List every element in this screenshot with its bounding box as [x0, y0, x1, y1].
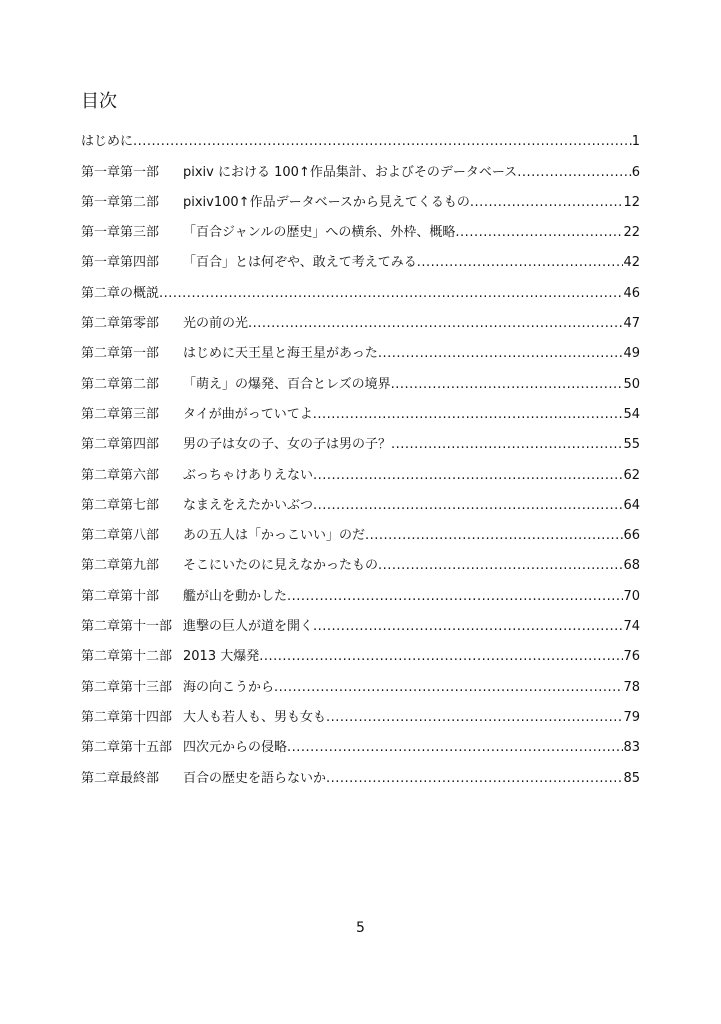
toc-heading: 目次: [81, 91, 117, 112]
entry-dot-leader: [133, 128, 632, 156]
entry-chapter: 第二章第六部: [81, 467, 160, 483]
toc-entry[interactable]: [81, 732, 640, 762]
entry-dot-leader: [470, 189, 624, 217]
entry-title: 百合の歴史を語らないか: [183, 770, 327, 786]
entry-label: [81, 340, 378, 368]
entry-title: 「百合」とは何ぞや、敢えて考えてみる: [183, 255, 417, 271]
entry-chapter: 第二章第零部: [81, 316, 160, 332]
entry-dot-leader: [391, 431, 623, 459]
entry-title: あの五人は「かっこいい」のだ: [183, 528, 366, 544]
entry-title: はじめに: [81, 134, 134, 150]
entry-chapter: 第一章第二部: [81, 194, 160, 210]
entry-page-number: 79: [623, 709, 640, 725]
entry-title: pixiv100↑作品データベースから見えてくるもの: [183, 194, 470, 210]
entry-title: 2013 大爆発: [183, 649, 260, 665]
entry-label: [81, 492, 313, 520]
entry-dot-leader: [313, 401, 624, 429]
entry-title: ぶっちゃけありえない: [183, 467, 314, 483]
entry-title: タイが曲がっていてよ: [183, 406, 313, 422]
entry-chapter: 第二章第二部: [81, 376, 160, 392]
toc-entry[interactable]: [81, 126, 640, 156]
entry-title: 第二章の概説: [81, 285, 160, 301]
toc-entry[interactable]: [81, 580, 640, 610]
entry-chapter: 第二章第十部: [81, 588, 160, 604]
entry-dot-leader: [274, 674, 623, 702]
entry-chapter: 第二章第九部: [81, 558, 160, 574]
entry-title: 大人も若人も、男も女も: [183, 709, 327, 725]
entry-label: [81, 522, 365, 550]
entry-label: [81, 219, 455, 247]
entry-title: はじめに天王星と海王星があった: [183, 346, 378, 362]
toc-list: [81, 126, 640, 793]
entry-chapter: 第二章第十二部: [81, 649, 173, 665]
entry-page-number: 85: [623, 770, 640, 786]
entry-title: 海の向こうから: [183, 679, 275, 695]
entry-dot-leader: [455, 219, 623, 247]
entry-label: [81, 734, 287, 762]
toc-entry[interactable]: [81, 247, 640, 277]
entry-page-number: 1: [631, 134, 640, 150]
toc-entry[interactable]: [81, 308, 640, 338]
entry-title: 進撃の巨人が道を開く: [183, 619, 314, 635]
entry-label: [81, 704, 326, 732]
entry-label: [81, 280, 159, 308]
entry-label: [81, 431, 391, 459]
entry-title: 四次元からの侵略: [183, 740, 288, 756]
toc-entry[interactable]: [81, 187, 640, 217]
entry-label: [81, 643, 259, 671]
entry-page-number: 74: [623, 619, 640, 635]
entry-page-number: 66: [623, 528, 640, 544]
entry-dot-leader: [159, 280, 623, 308]
entry-label: [81, 462, 313, 490]
entry-chapter: 第二章第十五部: [81, 740, 173, 756]
entry-label: [81, 765, 326, 793]
entry-chapter: 第二章第一部: [81, 346, 160, 362]
entry-chapter: 第一章第一部: [81, 164, 160, 180]
entry-title: 「萌え」の爆発、百合とレズの境界: [183, 376, 391, 392]
entry-page-number: 50: [623, 376, 640, 392]
entry-chapter: 第一章第四部: [81, 255, 160, 271]
entry-label: [81, 552, 378, 580]
entry-dot-leader: [417, 249, 624, 277]
toc-entry[interactable]: [81, 611, 640, 641]
entry-title: そこにいたのに見えなかったもの: [183, 558, 379, 574]
entry-chapter: 第二章第十一部: [81, 619, 173, 635]
entry-label: [81, 128, 133, 156]
toc-entry[interactable]: [81, 368, 640, 398]
entry-title: 「百合ジャンルの歴史」への横糸、外枠、概略: [183, 225, 456, 241]
entry-dot-leader: [313, 462, 623, 490]
entry-label: [81, 401, 313, 429]
entry-page-number: 47: [623, 316, 640, 332]
toc-entry[interactable]: [81, 156, 640, 186]
toc-entry[interactable]: [81, 399, 640, 429]
toc-entry[interactable]: [81, 338, 640, 368]
toc-entry[interactable]: [81, 641, 640, 671]
entry-page-number: 70: [623, 588, 640, 604]
entry-dot-leader: [313, 492, 623, 520]
entry-dot-leader: [313, 613, 623, 641]
entry-page-number: 6: [631, 164, 640, 180]
page-number: 5: [356, 920, 365, 936]
toc-entry[interactable]: [81, 702, 640, 732]
entry-page-number: 55: [623, 437, 640, 453]
entry-page-number: 62: [623, 467, 640, 483]
toc-entry[interactable]: [81, 429, 640, 459]
entry-page-number: 78: [623, 679, 640, 695]
entry-chapter: 第二章第八部: [81, 528, 160, 544]
toc-entry[interactable]: [81, 217, 640, 247]
entry-chapter: 第二章最終部: [81, 770, 160, 786]
entry-page-number: 49: [623, 346, 640, 362]
entry-page-number: 76: [623, 649, 640, 665]
entry-dot-leader: [365, 522, 623, 550]
entry-label: [81, 159, 517, 187]
entry-label: [81, 674, 274, 702]
entry-dot-leader: [259, 643, 623, 671]
toc-entry[interactable]: [81, 762, 640, 792]
entry-dot-leader: [326, 765, 623, 793]
toc-entry[interactable]: [81, 520, 640, 550]
entry-chapter: 第二章第十四部: [81, 709, 173, 725]
entry-dot-leader: [517, 159, 632, 187]
entry-dot-leader: [287, 583, 623, 611]
entry-chapter: 第二章第四部: [81, 437, 160, 453]
entry-dot-leader: [391, 371, 624, 399]
entry-title: 男の子は女の子、女の子は男の子？: [183, 437, 392, 453]
entry-page-number: 22: [623, 225, 640, 241]
entry-label: [81, 249, 417, 277]
entry-page-number: 68: [623, 558, 640, 574]
entry-page-number: 46: [623, 285, 640, 301]
entry-label: [81, 583, 287, 611]
entry-title: なまえをえたかいぶつ: [183, 497, 314, 513]
entry-label: [81, 613, 313, 641]
entry-chapter: 第二章第七部: [81, 497, 160, 513]
entry-label: [81, 310, 248, 338]
entry-page-number: 42: [623, 255, 640, 271]
toc-entry[interactable]: [81, 277, 640, 307]
entry-page-number: 64: [623, 497, 640, 513]
entry-title: pixiv における 100↑作品集計、およびそのデータベース: [183, 164, 518, 180]
entry-page-number: 83: [623, 740, 640, 756]
entry-dot-leader: [287, 734, 623, 762]
entry-dot-leader: [248, 310, 623, 338]
toc-entry[interactable]: [81, 671, 640, 701]
entry-dot-leader: [378, 340, 624, 368]
entry-label: [81, 371, 391, 399]
entry-chapter: 第二章第三部: [81, 406, 160, 422]
entry-chapter: 第二章第十三部: [81, 679, 173, 695]
entry-dot-leader: [378, 552, 623, 580]
entry-chapter: 第一章第三部: [81, 225, 160, 241]
entry-title: 光の前の光: [183, 316, 249, 332]
entry-page-number: 12: [623, 194, 640, 210]
toc-entry[interactable]: [81, 490, 640, 520]
entry-label: [81, 189, 470, 217]
toc-entry[interactable]: [81, 550, 640, 580]
entry-title: 艦が山を動かした: [183, 588, 288, 604]
entry-dot-leader: [326, 704, 623, 732]
toc-entry[interactable]: [81, 459, 640, 489]
entry-page-number: 54: [623, 406, 640, 422]
